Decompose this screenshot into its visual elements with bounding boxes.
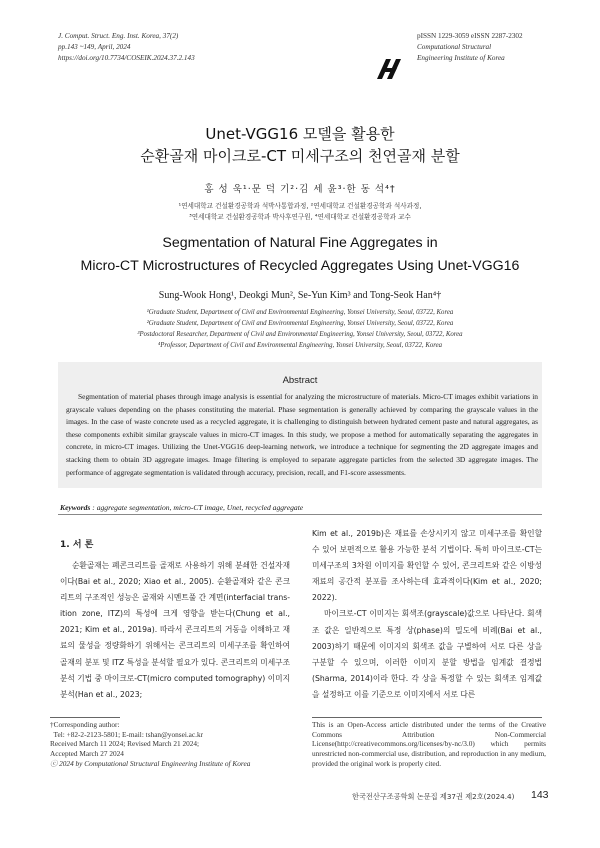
- title-en-line-2: Micro-CT Microstructures of Recycled Aggregates Using Unet-VGG16: [80, 258, 520, 274]
- footnote-divider: [50, 717, 120, 718]
- affiliation-en: ²Graduate Student, Department of Civil and Environmental Engineering, Yonsei University, Seoul, 03722, Korea: [146, 320, 454, 327]
- affiliation-kr: ³연세대학교 건설환경공학과 박사후연구원, ⁴연세대학교 건설환경공학과 교수: [189, 213, 411, 221]
- journal-info: [417, 31, 523, 64]
- keywords: [60, 503, 303, 512]
- citation-line: J. Comput. Struct. Eng. Inst. Korea, 37(2): [58, 32, 179, 40]
- journal-name-line: Engineering Institute of Korea: [417, 54, 505, 62]
- footnote-line: Tel: +82-2-2123-5801; E-mail: tshan@yonsei.ac.kr: [50, 729, 204, 739]
- left-column: [60, 558, 290, 703]
- title-kr-line-2: 순환골재 마이크로-CT 미세구조의 천연골재 분할: [140, 147, 460, 165]
- running-footer: 한국전산구조공학회 논문집 제37권 제2호(2024.4): [352, 792, 515, 801]
- footnote-line: †Corresponding author:: [50, 720, 120, 729]
- affiliation-en: ³Postdoctoral Researcher, Department of Civil and Environmental Engineering, Yonsei University, Seoul, 03722, Korea: [137, 331, 463, 338]
- divider: [58, 514, 542, 515]
- paragraph: 마이크로-CT 이미지는 회색조(grayscale)값으로 나타난다. 회색조 값은 일반적으로 특정 상(phase)의 밀도에 비례(Bai et al., 2003)하기 때문에 이미지의 회색조 값을 구별하여 서로 다른 상을 구분할 수 있으며, 이러한 이미지 분할 방법을 임계값 결정법(Sharma, 2014)이라 한다. 각 상을 특정할 수 있는 회색조 임계값을 설정하고 이를 기준으로 이미지에서 서로 다른: [312, 609, 542, 699]
- title-en-line-1: Segmentation of Natural Fine Aggregates in: [162, 235, 438, 251]
- authors-kr: 홍 성 욱¹·문 덕 기²·김 세 윤³·한 동 석⁴†: [204, 184, 396, 195]
- paragraph: Kim et al., 2019b)은 재료를 손상시키지 않고 미세구조를 확인할 수 있어 보편적으로 활용 가능한 분석 기법이다. 특히 마이크로-CT는 미세구조의 3차원 이미지를 확인할 수 있어, 콘크리트와 같은 이방성 재료의 공간적 분포를 조사하는데 효과적이다(Kim et al., 2020; 2022).: [312, 529, 542, 603]
- issn: pISSN 1229-3059 eISSN 2287-2302: [417, 32, 523, 40]
- authors-en: Sung-Wook Hong¹, Deokgi Mun², Se-Yun Kim³ and Tong-Seok Han⁴†: [158, 290, 442, 301]
- title-kr-line-1: Unet-VGG16 모델을 활용한: [205, 125, 395, 143]
- corresponding-footnote: [50, 720, 250, 769]
- affiliation-en: ¹Graduate Student, Department of Civil and Environmental Engineering, Yonsei University, Seoul, 03722, Korea: [146, 309, 454, 316]
- footnote-line: Accepted March 27 2024: [50, 749, 124, 759]
- license-footnote: This is an Open-Access article distributed under the terms of the Creative Commons Attribution Non-Commercial License(http://creativecommons.org/licenses/by-nc/3.0) which permits unrestricted non-commercial use, distribution, and reproduction in any medium, provided the original work is properly cited.: [312, 720, 546, 768]
- paragraph: 순환골재는 폐콘크리트를 골재로 사용하기 위해 분쇄한 건설자재이다(Bai et al., 2020; Xiao et al., 2005). 순환골재와 같은 콘크리트의 구조적인 성능은 골재와 시멘트풀 간 계면(interfacial trans-ition zone, ITZ)의 특성에 크게 영향을 받는다(Chung et al., 2021; Kim et al., 2019a). 따라서 콘크리트의 거동을 이해하고 재료의 물성을 정량화하기 위해서는 콘크리트의 미세구조를 확인하여 골재의 분포 및 ITZ 특성을 분석할 필요가 있다. 콘크리트의 미세구조 분석 기법 중 마이크로-CT(micro computed tomography) 이미지 분석(Han et al., 2023;: [60, 561, 290, 699]
- doi-link[interactable]: https://doi.org/10.7734/COSEIK.2024.37.2.143: [58, 54, 195, 62]
- abstract-heading: Abstract: [282, 375, 318, 386]
- affiliation-en: ⁴Professor, Department of Civil and Environmental Engineering, Yonsei University, Seoul, 03722, Korea: [157, 342, 443, 349]
- footnote-line: ⓒ 2024 by Computational Structural Engineering Institute of Korea: [50, 758, 251, 768]
- journal-logo-icon: [377, 57, 403, 79]
- keywords-label: Keywords: [60, 503, 91, 512]
- section-heading: 1. 서 론: [60, 540, 94, 550]
- page-number: 143: [531, 789, 549, 801]
- journal-citation: [58, 31, 195, 64]
- right-column: [312, 526, 542, 703]
- affiliation-kr: ¹연세대학교 건설환경공학과 석박사통합과정, ²연세대학교 건설환경공학과 석사과정,: [178, 202, 422, 210]
- journal-name-line: Computational Structural: [417, 43, 492, 51]
- keywords-text: : aggregate segmentation, micro-CT image, Unet, recycled aggregate: [92, 503, 304, 512]
- footnote-divider: [312, 717, 542, 718]
- footnote-line: Received March 11 2024; Revised March 21 2024;: [50, 739, 200, 749]
- abstract-text: Segmentation of material phases through image analysis is essential for analyzing the microstructure of materials. Micro-CT images exhibit variations in grayscale values depending on the phases constituting the material. Phase segmentation is generally achieved by comparing the grayscale values in the images. In the case of waste concrete used as a recycled aggregate, it is challenging to distinguish between hydrated cement paste and natural aggregates, as these components exhibit similar grayscale values in micro-CT images. In this study, we propose a method for automatically separating the aggregates in concrete, in micro-CT images. Utilizing the Unet-VGG16 deep-learning network, we introduce a technique for segmenting the 2D aggregate images and stacking them to obtain 3D aggregate images. Image filtering is employed to separate aggregate particles from the selected 3D aggregate images. The performance of aggregate segmentation is validated through accuracy, precision, recall, and F1-score assessments.: [66, 392, 538, 477]
- citation-line: pp.143 ~149, April, 2024: [58, 43, 131, 51]
